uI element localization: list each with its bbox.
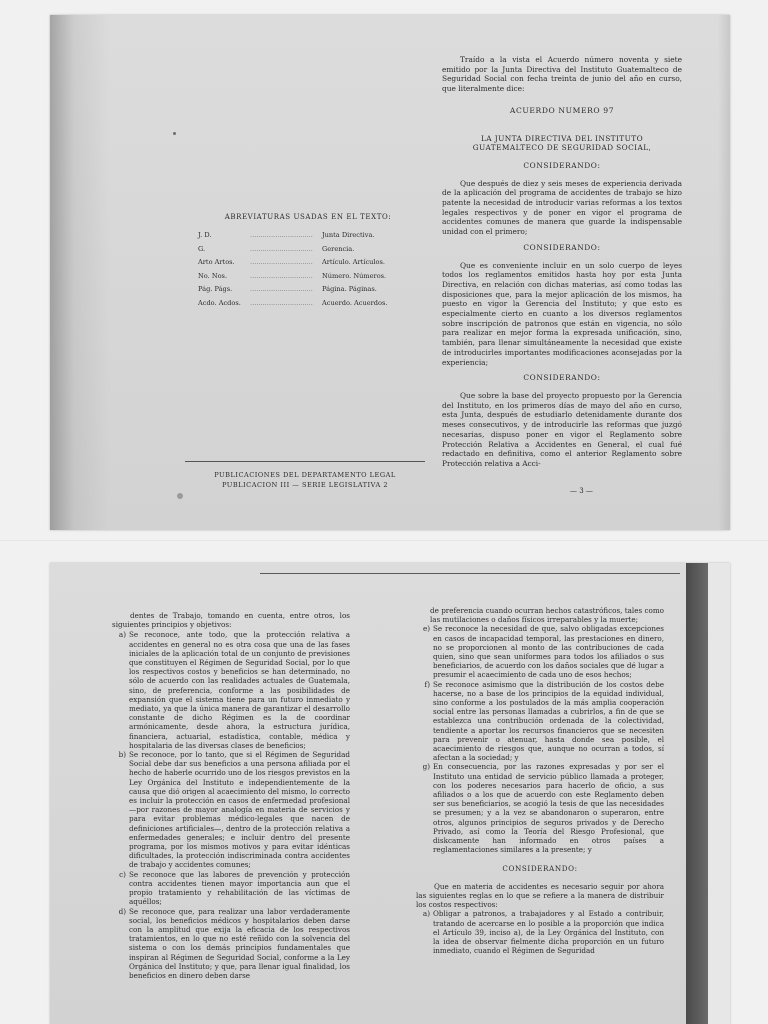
abbreviation-code: Acdo. Acdos. [198,298,241,307]
agreement-text-column [442,55,682,475]
list-marker: a) [118,630,126,640]
list-item [112,907,350,981]
leader-dots: .............................. [250,258,313,266]
list-item-text: Se reconoce, ante todo, que la protección relativa a accidentes en general no es otra cosa que una de las fases iniciales de la aplicación total de un conjunto de previsiones que constituyen el Régimen de Seguridad Social, por lo que los respectivos costos y beneficios se han determinado, no sólo de acuerdo con las realidades actuales de Guatemala, sino, de preferencia, conforme a las posibilidades de expansión que el sistema tiene para un futuro inmediato y mediato, ya que la única manera de garantizar el desarrollo constante de dicho Régimen es la de coordinar armónicamente, desde ahora, la estructura jurídica, financiera, actuarial, estadística, contable, médica y hospitalaria de las diversas clases de beneficios; [129,630,350,750]
abbreviation-row [198,256,418,270]
list-item-text: En consecuencia, por las razones expresadas y por ser el Instituto una entidad de servicio público llamada a proteger, con los poderes necesarios para hacerlo de oficio, a sus afiliados o a los que de acuerdo con este Reglamento deben ser sus beneficiarios, se acogió la tesis de que las necesidades se presumen; y a la vez se abandonaron o superaron, entre otros, algunos principios de seguros privados y de Derecho Privado, así como la Teoría del Riesgo Profesional, que diskcamente han informado en otros países a reglamentaciones similares a la presente; y [433,762,664,855]
list-item [416,909,664,955]
list-item [112,630,350,750]
list-item-text: Se reconoce que, para realizar una labor verdaderamente social, los beneficios médicos y hospitalarios deben darse con la amplitud que exija la eficacia de los respectivos tratamientos, en lo que no esté reñido con la solvencia del sistema o con los demás principios fundamentales que inspiran al Régimen de Seguridad Social, conforme a la Ley Orgánica del Instituto; y que, para llenar igual finalidad, los beneficios en dinero deben darse [129,906,350,980]
leader-dots: .............................. [250,298,313,307]
considerando-paragraph: Que sobre la base del proyecto propuesto por la Gerencia del Instituto, en los primeros días de mayo del año en curso, esta Junta, después de estudiarlo detenidamente durante dos meses consecutivos, y de introducirle las reformas que juzgó necesarias, dispuso poner en vigor el Reglamento sobre Protección Relativa a Accidentes en General, el cual fué redactado en definitiva, como el anterior Reglamento sobre Protección relativa a Acci- [442,390,682,468]
list-marker: d) [118,906,126,916]
leader-dots: .............................. [250,285,313,293]
agreement-title: ACUERDO NUMERO 97 [509,105,615,115]
scanned-page-bottom [50,563,730,1024]
considerando-heading: CONSIDERANDO: [523,160,601,170]
abbreviation-code: No. Nos. [198,271,228,280]
continued-item-text: de preferencia cuando ocurran hechos catastróficos, tales como las mutilaciones o daños físicos irreparables y la muerte; [430,606,664,625]
abbreviation-row [198,243,418,257]
list-marker: f) [424,679,430,689]
list-item-text: Se reconoce, por lo tanto, que si el Régimen de Seguridad Social debe dar sus beneficios a una persona afiliada por el hecho de haberle ocurrido uno de los riesgos previstos en la Ley Orgánica del Instituto e independientemente de la causa que dió origen al acaecimiento del mismo, lo correcto es incluir la protección en casos de enfermedad profesional —por razones de mayor analogía en materia de servicios y para evitar problemas médico-legales que nacen de definiciones artificiales—, dentro de la protección relativa a enfermedades generales; e incluir dentro del presente programa, por los mismos motivos y para evitar idénticas dificultades, la protección indiscriminada contra accidentes de trabajo y accidentes comunes; [129,750,350,870]
page-edge-shadow [686,563,708,1024]
page-number: — 3 — [570,487,593,495]
list-marker: e) [422,624,430,634]
list-marker: g) [422,762,430,772]
considerando-heading: CONSIDERANDO: [502,864,578,874]
abbreviation-row [198,283,418,297]
publication-footer [180,461,430,490]
abbreviation-meaning: Artículo. Artículos. [322,258,385,266]
list-marker: a) [422,909,430,919]
abbreviation-meaning: Acuerdo. Acuerdos. [322,298,388,307]
board-heading-line-2: GUATEMALTECO DE SEGURIDAD SOCIAL, [472,143,652,153]
abbreviations-block [198,213,418,310]
leader-dots: .............................. [250,231,313,239]
page-edge [708,563,730,1024]
left-text-column [112,611,350,980]
list-item-text: Obligar a patronos, a trabajadores y al Estado a contribuir, tratando de acercarse en lo posible a la proporción que indica el Artículo 39, inciso a), de la Ley Orgánica del Instituto, con la idea de observar fielmente dicha proporción en un futuro inmediato, cuando el Régimen de Seguridad [433,909,664,956]
abbreviations-title: ABREVIATURAS USADAS EN EL TEXTO: [224,213,392,221]
final-intro-paragraph: Que en materia de accidentes es necesario seguir por ahora las siguientes reglas en lo que se refiere a la manera de distribuir los costos respectivos: [416,881,664,910]
list-item [112,750,350,870]
list-item-text: Se reconoce la necesidad de que, salvo obligadas excepciones en casos de incapacidad temporal, las prestaciones en dinero, no se proporcionen al monto de las contribuciones de cada quien, sino que sean uniformes para todos los afiliados o sus beneficiarios, de acuerdo con los daños sociales que dé lugar a presumir el acaecimiento de cada uno de esos hechos; [433,624,664,680]
publication-line-2: PUBLICACION III — SERIE LEGISLATIVA 2 [221,481,389,489]
abbreviation-row [198,229,418,243]
abbreviation-row [198,270,418,284]
list-marker: b) [118,750,126,760]
page-top-rule [260,573,680,574]
intro-paragraph: Traído a la vista el Acuerdo número noventa y siete emitido por la Junta Directiva del Instituto Guatemalteco de Seguridad Social con fecha treinta de junio del año en curso, que literalmente dice: [442,55,682,94]
binding-shadow [50,15,110,530]
page-edge [718,15,730,530]
considerando-heading: CONSIDERANDO: [523,373,601,383]
right-text-column [416,606,664,955]
scan-speck [173,132,176,135]
considerando-paragraph: Que es conveniente incluir en un solo cuerpo de leyes todos los reglamentos emitidos hasta hoy por esta Junta Directiva, en relación con dichas materias, así como todas las disposiciones que, para la mejor aplicación de los mismos, ha puesto en vigor la Gerencia del Instituto; y que esto es especialmente cierto en cuanto a los diversos reglamentos sobre inscripción de patronos que están en vigencia, no sólo para realizar en mejor forma la expresada unificación, sino, también, para llenar simultáneamente la necesidad que existe de introducirles importantes modificaciones aconsejadas por la experiencia; [442,260,682,367]
abbreviation-meaning: Junta Directiva. [322,231,375,239]
intro-paragraph: dentes de Trabajo, tomando en cuenta, entre otros, los siguientes principios y objetivos: [112,611,350,630]
abbreviation-code: Pág. Págs. [198,285,233,293]
considerando-paragraph: Que después de diez y seis meses de experiencia derivada de la aplicación del programa de accidentes de trabajo se hizo patente la necesidad de introducir varias reformas a los textos legales respectivos y de poner en vigor el programa de accidentes comunes de manera que guarde la indispensable unidad con el primero; [442,178,682,237]
list-item-text: Se reconoce que las labores de prevención y protección contra accidentes tienen mayor importancia aun que el propio tratamiento y rehabilitación de las víctimas de aquéllos; [129,869,350,907]
considerando-heading: CONSIDERANDO: [523,242,601,252]
abbreviation-meaning: Número. Números. [322,271,387,280]
abbreviation-code: Arto Artos. [198,258,235,266]
list-item [112,870,350,907]
abbreviation-code: G. [198,244,206,253]
scan-speck [177,493,183,499]
list-item [416,762,664,854]
leader-dots: .............................. [250,244,313,253]
scanned-page-top [50,15,730,530]
page-separator [0,540,768,541]
abbreviation-row [198,297,418,311]
list-item [416,624,664,679]
board-heading [442,134,682,153]
list-marker: c) [119,869,126,879]
footer-rule [185,461,425,462]
abbreviation-code: J. D. [198,231,212,239]
abbreviation-meaning: Gerencia. [322,244,355,253]
list-item-text: Se reconoce asimismo que la distribución de los costos debe hacerse, no a base de los principios de la equidad individual, sino conforme a los postulados de la más amplia cooperación social entre las personas llamadas a cubrirlos, a fin de que se establezca una contribución ordenada de la colectividad, tendiente a aportar los recursos financieros que se necesiten para prevenir o atenuar, hasta donde sea posible, el acaecimiento de riesgos que, aunque no ocurran a todos, sí afectan a la sociedad; y [433,679,664,763]
abbreviation-meaning: Página. Páginas. [322,285,377,293]
leader-dots: .............................. [250,271,313,280]
list-item [416,680,664,763]
publication-line-1: PUBLICACIONES DEL DEPARTAMENTO LEGAL [214,471,396,479]
board-heading-line-1: LA JUNTA DIRECTIVA DEL INSTITUTO [480,133,644,143]
